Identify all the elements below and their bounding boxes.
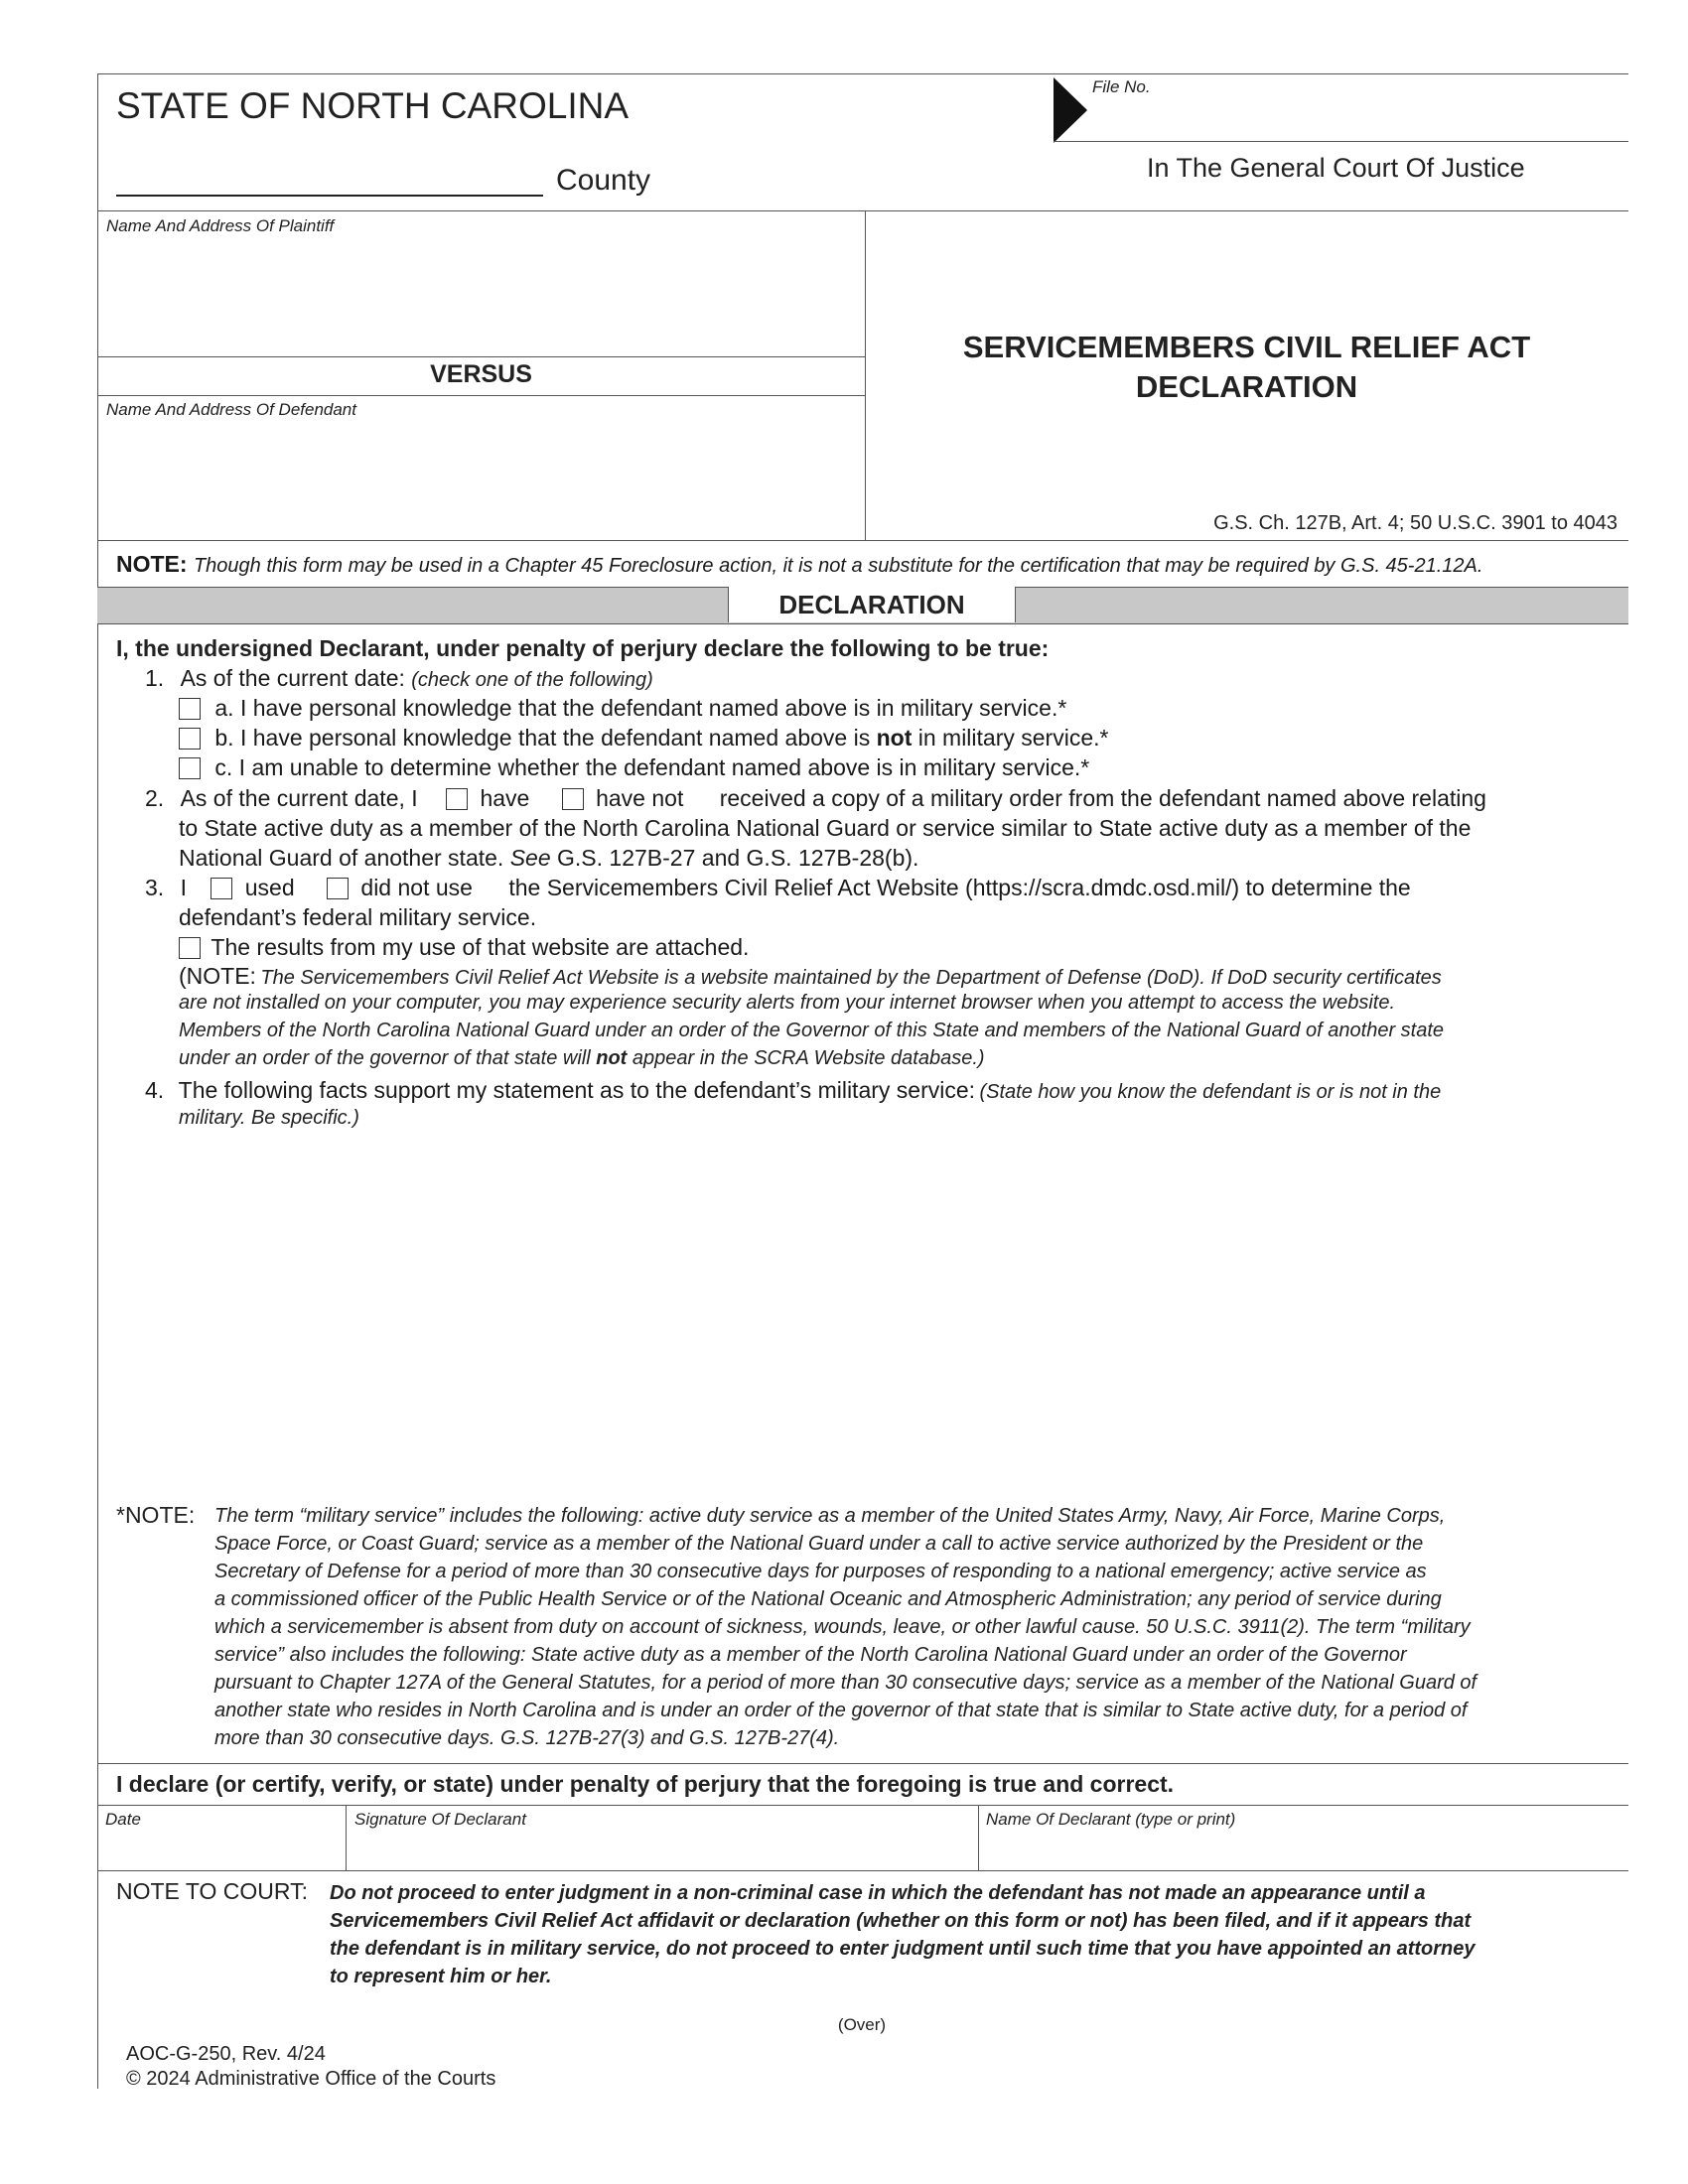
parties-bottom-rule bbox=[97, 540, 1628, 541]
note-to-court-line: Servicemembers Civil Relief Act affidavit or declaration (whether on this form or not) has been filed, and if it appears that bbox=[330, 1910, 1472, 1932]
item3-note-line4: under an order of the governor of that state will not appear in the SCRA Website database.) bbox=[179, 1047, 985, 1069]
note-to-court-line: the defendant is in military service, do not proceed to enter judgment until such time that you have appointed an attorney bbox=[330, 1938, 1476, 1960]
item1-option-c: c. I am unable to determine whether the defendant named above is in military service.* bbox=[179, 752, 1089, 782]
checkbox-3-used[interactable] bbox=[211, 878, 232, 899]
item1-hint: (check one of the following) bbox=[411, 669, 653, 691]
top-note bbox=[116, 551, 1482, 578]
item1-option-a: a. I have personal knowledge that the defendant named above is in military service.* bbox=[179, 693, 1066, 723]
star-note-line: Secretary of Defense for a period of more than 30 consecutive days for purposes of responding to a national emergency; active service as bbox=[214, 1561, 1427, 1582]
star-note-line: The term “military service” includes the following: active duty service as a member of the United States Army, Navy, Air Force, Marine Corps, bbox=[214, 1505, 1446, 1527]
facts-field[interactable] bbox=[179, 1137, 1609, 1494]
declarant-name-label: Name Of Declarant (type or print) bbox=[986, 1810, 1236, 1829]
item4-hint: (State how you know the defendant is or is not in the bbox=[979, 1081, 1442, 1103]
signature-field[interactable] bbox=[352, 1832, 970, 1867]
note-to-court-label: NOTE TO COURT: bbox=[116, 1878, 308, 1904]
county-label: County bbox=[556, 164, 651, 197]
defendant-label: Name And Address Of Defendant bbox=[106, 400, 356, 419]
star-note-line: another state who resides in North Carolina and is under an order of the governor of that state that is similar to State active duty, for a period of bbox=[214, 1700, 1468, 1721]
form-title-line1: SERVICEMEMBERS CIVIL RELIEF ACT bbox=[962, 330, 1531, 364]
checkbox-2-have-not[interactable] bbox=[562, 788, 584, 810]
checkbox-3-did-not-use[interactable] bbox=[327, 878, 349, 899]
form-number: AOC-G-250, Rev. 4/24 bbox=[126, 2043, 326, 2065]
declaration-intro: I, the undersigned Declarant, under penalty of perjury declare the following to be true: bbox=[116, 635, 1050, 661]
star-note-text bbox=[214, 1502, 1624, 1752]
star-note-label: *NOTE: bbox=[116, 1502, 196, 1528]
certify-top-rule bbox=[97, 1763, 1628, 1764]
item4-hint-line2: military. Be specific.) bbox=[179, 1107, 359, 1129]
versus-label: VERSUS bbox=[430, 360, 532, 388]
declarant-name-field[interactable] bbox=[984, 1832, 1624, 1867]
item3-note-line1: (NOTE: The Servicemembers Civil Relief Act Website is a website maintained by the Department of Defense (DoD). If DoD security certificates bbox=[179, 963, 1442, 989]
declaration-heading: DECLARATION bbox=[728, 587, 1016, 622]
item3-line2: defendant’s federal military service. bbox=[179, 904, 537, 930]
file-no-field[interactable] bbox=[1092, 99, 1628, 139]
item3: 3. I used did not use the Servicemembers Civil Relief Act Website (https://scra.dmdc.osd.mil/) to determine the bbox=[145, 875, 1411, 900]
state-title: STATE OF NORTH CAROLINA bbox=[116, 85, 629, 126]
copyright: © 2024 Administrative Office of the Courts bbox=[126, 2068, 496, 2090]
date-label: Date bbox=[105, 1810, 141, 1829]
star-note-line: Space Force, or Coast Guard; service as a member of the National Guard under a call to active service authorized by the President or the bbox=[214, 1533, 1424, 1555]
form-title-line2: DECLARATION bbox=[1135, 369, 1358, 404]
top-rule bbox=[97, 73, 1628, 74]
date-divider bbox=[346, 1805, 347, 1870]
item2-line3: National Guard of another state. See G.S. 127B-27 and G.S. 127B-28(b). bbox=[179, 845, 919, 871]
item3-attached: The results from my use of that website are attached. bbox=[179, 932, 749, 962]
item3-note-line3: Members of the North Carolina National Guard under an order of the Governor of this State and members of the National Guard of another state bbox=[179, 1020, 1445, 1041]
court-label: In The General Court Of Justice bbox=[1147, 153, 1525, 183]
top-note-text: Though this form may be used in a Chapter 45 Foreclosure action, it is not a substitute for the certification that may be required by G.S. 45-21.12A. bbox=[193, 555, 1483, 577]
file-no-arrow-icon bbox=[1054, 77, 1087, 148]
item3-note-line2: are not installed on your computer, you may experience security alerts from your internet browser when you attempt to access the website. bbox=[179, 992, 1396, 1014]
versus-bottom-rule bbox=[97, 395, 865, 396]
versus-top-rule bbox=[97, 356, 865, 357]
over-label: (Over) bbox=[837, 2015, 887, 2034]
star-note-line: pursuant to Chapter 127A of the General Statutes, for a period of more than 30 consecutive days; service as a member of the National Guard of bbox=[214, 1672, 1477, 1694]
signature-top-rule bbox=[97, 1805, 1628, 1806]
item1: 1. As of the current date: (check one of the following) bbox=[145, 665, 653, 691]
signature-bottom-rule bbox=[97, 1870, 1628, 1871]
signature-divider bbox=[978, 1805, 979, 1870]
statute-reference: G.S. Ch. 127B, Art. 4; 50 U.S.C. 3901 to 4043 bbox=[1213, 512, 1618, 534]
note-to-court-line: Do not proceed to enter judgment in a non-criminal case in which the defendant has not made an appearance until a bbox=[330, 1882, 1426, 1904]
item4: 4. The following facts support my statement as to the defendant’s military service: (State how you know the defendant is or is not in the bbox=[145, 1077, 1442, 1103]
plaintiff-field[interactable] bbox=[103, 240, 858, 353]
checkbox-2-have[interactable] bbox=[446, 788, 468, 810]
star-note-line: service” also includes the following: State active duty as a member of the North Carolina National Guard under an order of the Governor bbox=[214, 1644, 1407, 1666]
defendant-field[interactable] bbox=[103, 425, 858, 534]
checkbox-1b[interactable] bbox=[179, 728, 201, 750]
star-note-line: a commissioned officer of the Public Health Service or of the National Oceanic and Atmospheric Administration; any period of service during bbox=[214, 1588, 1442, 1610]
top-note-label: NOTE: bbox=[116, 551, 188, 577]
certify-statement: I declare (or certify, verify, or state) under penalty of perjury that the foregoing is true and correct. bbox=[116, 1771, 1175, 1797]
star-note-line: more than 30 consecutive days. G.S. 127B-27(3) and G.S. 127B-27(4). bbox=[214, 1727, 840, 1749]
star-note-line: which a servicemember is absent from duty on account of sickness, wounds, leave, or other lawful cause. 50 U.S.C. 3911(2). The term “military bbox=[214, 1616, 1471, 1638]
checkbox-1c[interactable] bbox=[179, 757, 201, 779]
item2: 2. As of the current date, I have have not received a copy of a military order from the defendant named above relating bbox=[145, 785, 1486, 811]
file-no-label: File No. bbox=[1092, 77, 1151, 96]
item2-line2: to State active duty as a member of the North Carolina National Guard or service similar to State active duty as a member of the bbox=[179, 815, 1472, 841]
file-no-rule bbox=[1054, 141, 1628, 142]
parties-top-rule bbox=[97, 210, 1628, 211]
county-blank-line bbox=[116, 195, 543, 197]
item1-option-b: b. I have personal knowledge that the defendant named above is not in military service.* bbox=[179, 723, 1108, 752]
date-field[interactable] bbox=[103, 1832, 340, 1867]
note-to-court-text bbox=[330, 1879, 1476, 1990]
plaintiff-label: Name And Address Of Plaintiff bbox=[106, 216, 335, 235]
form-title bbox=[865, 328, 1628, 407]
checkbox-3-attached[interactable] bbox=[179, 937, 201, 959]
signature-label: Signature Of Declarant bbox=[354, 1810, 526, 1829]
checkbox-1a[interactable] bbox=[179, 698, 201, 720]
note-to-court-line: to represent him or her. bbox=[330, 1966, 552, 1987]
